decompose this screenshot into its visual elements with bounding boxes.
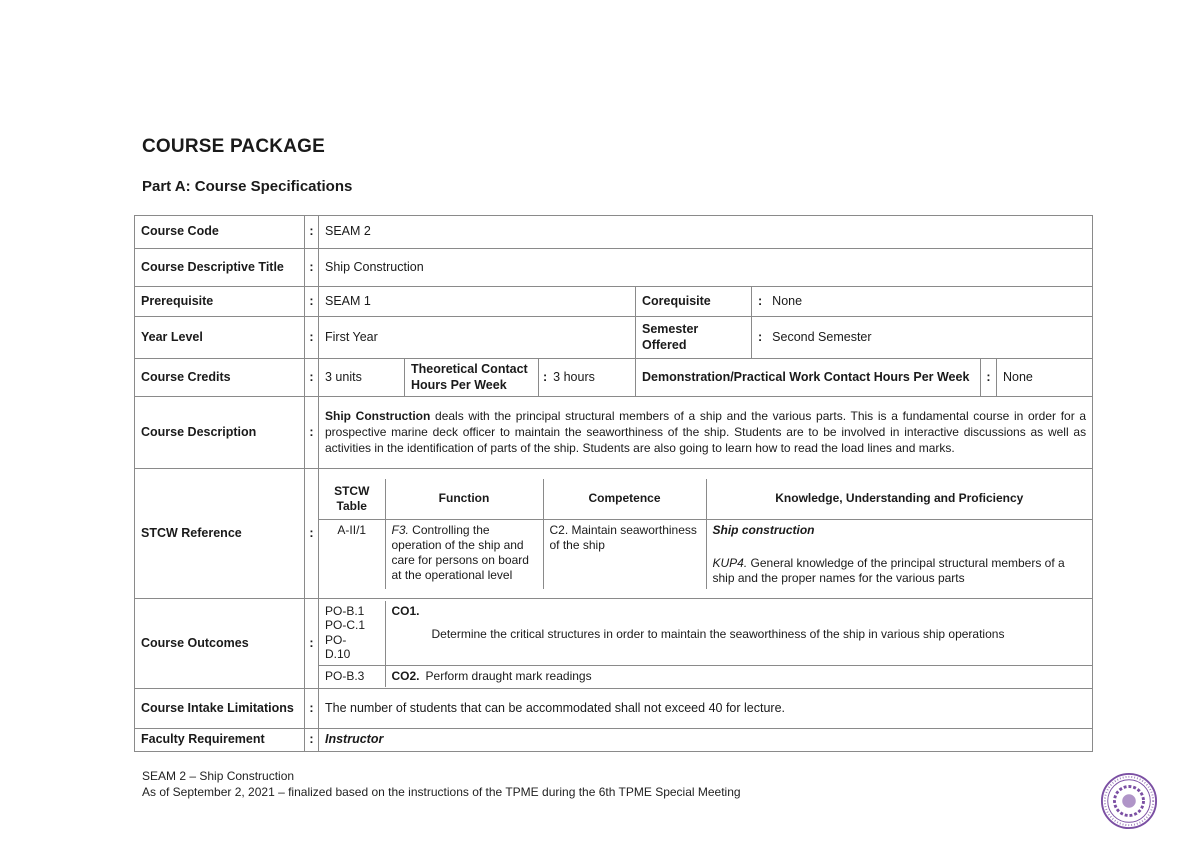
description-body: deals with the principal structural members of a ship and the various parts. This is a fundamental course in order for a prospective marine deck officer to maintain the seaworthiness of the ship. Students are to be involved in interactive discussions as well as activities in the identification of parts of the ship. Students are also going to learn how to read the load lines and marks. (325, 409, 1087, 455)
function-code: F3. (391, 522, 409, 537)
colon: : (305, 287, 319, 317)
kup-text: General knowledge of the principal structural members of a ship and the proper names for the various parts (712, 555, 1065, 585)
outcomes-label: Course Outcomes (135, 599, 305, 689)
row-faculty (135, 729, 1093, 752)
stcw-header-kup: Knowledge, Understanding and Proficiency (706, 479, 1092, 519)
row-credits (135, 359, 1093, 397)
credits-label: Course Credits (135, 359, 305, 397)
course-code-label: Course Code (135, 216, 305, 249)
colon: : (981, 359, 997, 397)
outcomes-cell (319, 599, 1093, 689)
corequisite-label: Corequisite (636, 287, 752, 317)
co2-text: Perform draught mark readings (425, 668, 592, 683)
function-text: Controlling the operation of the ship and care for persons on board at the operational level (391, 522, 529, 582)
stcw-table-value: A-II/1 (319, 519, 385, 589)
description-text (319, 397, 1093, 469)
colon: : (305, 689, 319, 729)
credits-value: 3 units (319, 359, 405, 397)
co2-code: CO2. (391, 668, 420, 683)
colon: : (305, 249, 319, 287)
corequisite-value: None (772, 293, 803, 308)
row-course-code (135, 216, 1093, 249)
stcw-header-competence: Competence (543, 479, 706, 519)
colon: : (758, 329, 763, 344)
row-year-level (135, 317, 1093, 359)
stcw-function (385, 519, 543, 589)
colon: : (305, 729, 319, 752)
page-heading: COURSE PACKAGE (142, 136, 325, 157)
theory-hours-label: Theoretical Contact Hours Per Week (405, 359, 539, 397)
stcw-kup (706, 519, 1092, 589)
colon: : (305, 359, 319, 397)
demo-hours-label: Demonstration/Practical Work Contact Hours Per Week (636, 359, 981, 397)
faculty-label: Faculty Requirement (135, 729, 305, 752)
co1-text: Determine the critical structures in order to maintain the seaworthiness of the ship in various ship operations (431, 626, 1005, 641)
footer-line-2: As of September 2, 2021 – finalized based on the instructions of the TPME during the 6th TPME Special Meeting (142, 784, 741, 799)
colon: : (305, 317, 319, 359)
co2-po: PO-B.3 (319, 665, 385, 687)
semester-value: Second Semester (772, 329, 872, 344)
stcw-competence: C2. Maintain seaworthiness of the ship (543, 519, 706, 589)
descriptive-title-value: Ship Construction (319, 249, 1093, 287)
page-footer (142, 769, 741, 800)
description-label: Course Description (135, 397, 305, 469)
theory-hours-cell (539, 359, 636, 397)
colon: : (305, 469, 319, 599)
descriptive-title-label: Course Descriptive Title (135, 249, 305, 287)
co1-po: PO-B.1 PO-C.1 PO- D.10 (319, 601, 385, 665)
demo-hours-value: None (997, 359, 1093, 397)
row-description (135, 397, 1093, 469)
theory-hours-value: 3 hours (553, 369, 595, 384)
year-level-label: Year Level (135, 317, 305, 359)
footer-line-1: SEAM 2 – Ship Construction (142, 769, 295, 783)
colon: : (758, 293, 763, 308)
row-outcomes (135, 599, 1093, 689)
intake-label: Course Intake Limitations (135, 689, 305, 729)
kup-title: Ship construction (712, 522, 815, 537)
co2-cell (385, 665, 1092, 687)
corequisite-cell (752, 287, 1093, 317)
institution-seal-icon (1100, 772, 1158, 830)
course-code-value: SEAM 2 (319, 216, 1093, 249)
outcomes-table (319, 601, 1092, 687)
kup-code: KUP4. (712, 555, 748, 570)
stcw-header-function: Function (385, 479, 543, 519)
row-prerequisite (135, 287, 1093, 317)
row-intake (135, 689, 1093, 729)
course-spec-table (134, 215, 1093, 752)
stcw-header-table: STCW Table (319, 479, 385, 519)
co1-cell (385, 601, 1092, 665)
description-lead: Ship Construction (325, 409, 431, 424)
year-level-value: First Year (319, 317, 636, 359)
kup-body (713, 556, 1087, 586)
stcw-table (319, 479, 1092, 589)
row-descriptive-title (135, 249, 1093, 287)
semester-cell (752, 317, 1093, 359)
prerequisite-value: SEAM 1 (319, 287, 636, 317)
prerequisite-label: Prerequisite (135, 287, 305, 317)
colon: : (305, 397, 319, 469)
stcw-cell (319, 469, 1093, 599)
semester-label: Semester Offered (636, 317, 752, 359)
stcw-label: STCW Reference (135, 469, 305, 599)
row-stcw (135, 469, 1093, 599)
colon: : (305, 216, 319, 249)
faculty-value: Instructor (319, 729, 1093, 752)
part-title: Part A: Course Specifications (142, 178, 353, 195)
intake-value: The number of students that can be accommodated shall not exceed 40 for lecture. (319, 689, 1093, 729)
co1-code: CO1. (391, 603, 420, 618)
colon: : (543, 369, 548, 384)
colon: : (305, 599, 319, 689)
